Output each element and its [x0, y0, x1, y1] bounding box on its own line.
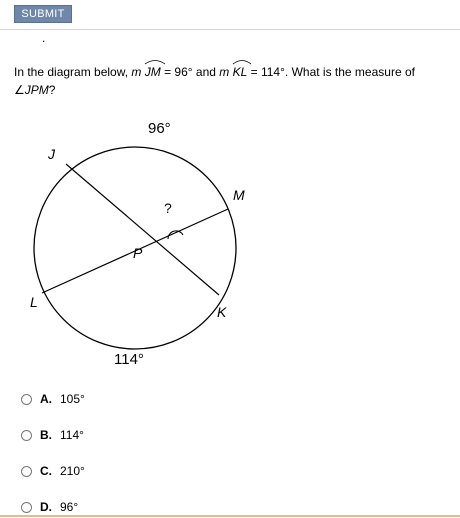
radio-c[interactable] — [21, 466, 32, 477]
angle-symbol: ∠ — [14, 83, 25, 97]
choice-b-letter: B. — [40, 428, 52, 442]
arc-top-label: 96° — [148, 120, 171, 137]
bottom-border — [0, 515, 460, 517]
choice-a-letter: A. — [40, 392, 52, 406]
question-eq-2: = 114°. What is the measure of — [247, 65, 415, 79]
choice-b-text: 114° — [60, 428, 84, 442]
question-intro: In the diagram below, — [14, 65, 132, 79]
point-m-label: M — [233, 187, 245, 203]
radio-b[interactable] — [21, 430, 32, 441]
measure-m-1: m — [131, 65, 142, 79]
point-p-label: P — [133, 245, 143, 261]
angle-jpm-label: JPM — [24, 83, 49, 97]
question-mark: ? — [48, 83, 56, 97]
choice-b[interactable] — [21, 428, 84, 442]
question-eq-1: = 96° and — [160, 65, 220, 79]
arc-kl-label: KL — [232, 65, 248, 79]
choice-c[interactable] — [21, 464, 85, 478]
radio-d[interactable] — [21, 502, 32, 513]
choice-a-text: 105° — [60, 392, 85, 406]
choice-c-text: 210° — [60, 464, 85, 478]
choice-d[interactable] — [21, 500, 78, 514]
point-j-label: J — [48, 146, 55, 162]
point-l-label: L — [30, 294, 38, 310]
choice-d-letter: D. — [40, 500, 52, 514]
arc-bottom-label: 114° — [114, 351, 144, 368]
radio-a[interactable] — [21, 394, 32, 405]
arc-jm-label: JM — [144, 65, 161, 79]
dot-marker: . — [42, 31, 46, 45]
chord-jk — [66, 164, 219, 295]
submit-button[interactable]: SUBMIT — [14, 5, 72, 23]
choice-a[interactable] — [21, 392, 85, 406]
choice-c-letter: C. — [40, 464, 52, 478]
choice-d-text: 96° — [60, 500, 79, 514]
point-k-label: K — [217, 304, 227, 320]
unknown-angle-label: ? — [164, 200, 172, 216]
measure-m-2: m — [219, 65, 230, 79]
